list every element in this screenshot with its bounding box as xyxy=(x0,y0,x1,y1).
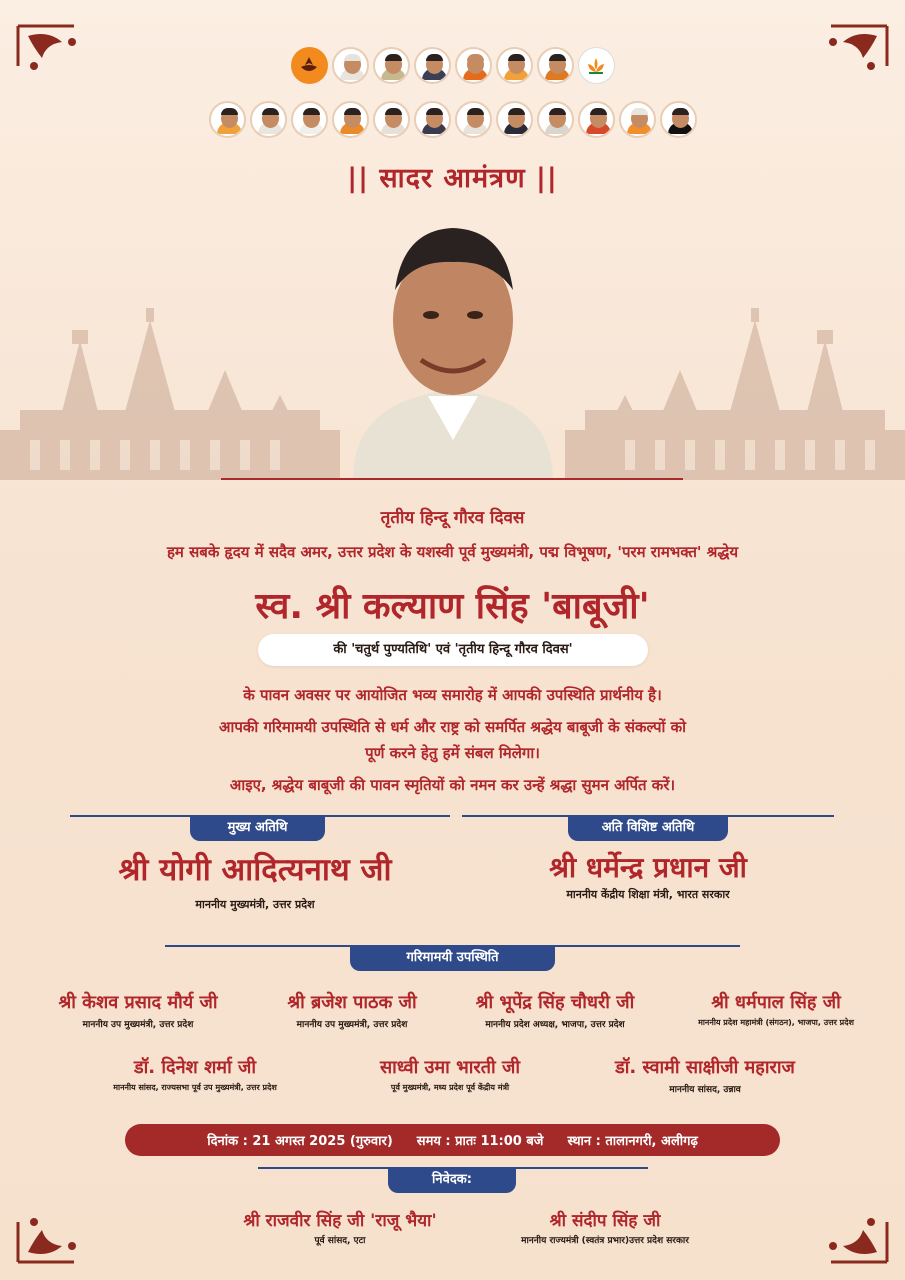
presence-guest-name: डॉ. दिनेश शर्मा जी xyxy=(133,1057,257,1078)
leader-photo xyxy=(660,101,697,138)
hosts-tag: निवेदक: xyxy=(388,1167,516,1193)
leader-photo xyxy=(578,101,615,138)
presence-guest xyxy=(254,990,450,1030)
event-intro: हम सबके हृदय में सदैव अमर, उत्तर प्रदेश के यशस्वी पूर्व मुख्यमंत्री, पद्म विभूषण, 'परम रामभक्त' श्रद्धेय xyxy=(166,543,739,561)
invitation-line: के पावन अवसर पर आयोजित भव्य समारोह में आपकी उपस्थिति प्रार्थनीय है। xyxy=(243,686,662,704)
event-venue: स्थान : तालानगरी, अलीगढ़ xyxy=(567,1134,698,1149)
presence-guest-role: माननीय सांसद, उन्नाव xyxy=(669,1085,741,1095)
leader-photo xyxy=(414,101,451,138)
temple-illustration-right xyxy=(565,300,905,480)
leader-photo xyxy=(537,101,574,138)
presence-guest-name: श्री केशव प्रसाद मौर्य जी xyxy=(58,992,218,1013)
leader-photo xyxy=(496,101,533,138)
corner-ornament-bottom-right xyxy=(805,1202,891,1266)
leader-photo xyxy=(373,101,410,138)
occasion-pill: की 'चतुर्थ पुण्यतिथि' एवं 'तृतीय हिन्दू गौरव दिवस' xyxy=(258,634,648,666)
presence-guest-name: श्री धर्मपाल सिंह जी xyxy=(711,992,841,1013)
presence-guest-role: माननीय उप मुख्यमंत्री, उत्तर प्रदेश xyxy=(82,1020,194,1030)
leader-photo xyxy=(373,47,410,84)
leader-photo xyxy=(537,47,574,84)
special-guest-tag: अति विशिष्ट अतिथि xyxy=(568,815,728,841)
corner-ornament-bottom-left xyxy=(14,1202,100,1266)
presence-guest-name: श्री ब्रजेश पाठक जी xyxy=(287,992,417,1013)
event-time: समय : प्रातः 11:00 बजे xyxy=(416,1134,544,1149)
presence-guest-role: माननीय उप मुख्यमंत्री, उत्तर प्रदेश xyxy=(296,1020,408,1030)
leaders-row-top xyxy=(0,47,905,84)
presence-tag: गरिमामयी उपस्थिति xyxy=(350,945,555,971)
presence-guest xyxy=(450,990,660,1030)
host xyxy=(470,1208,740,1246)
page-title: || सादर आमंत्रण || xyxy=(347,163,558,194)
leader-photo xyxy=(332,101,369,138)
divider xyxy=(221,478,683,480)
invitation-line: आपकी गरिमामयी उपस्थिति से धर्म और राष्ट्र को समर्पित श्रद्धेय बाबूजी के संकल्पों को xyxy=(218,718,687,736)
host-role: माननीय राज्यमंत्री (स्वतंत्र प्रभार)उत्तर प्रदेश सरकार xyxy=(521,1236,689,1246)
event-info-bar xyxy=(125,1124,780,1156)
leader-photo xyxy=(291,101,328,138)
leader-photo xyxy=(332,47,369,84)
leader-photo xyxy=(209,101,246,138)
invitation-line: पूर्ण करने हेतु हमें संबल मिलेगा। xyxy=(365,744,540,762)
presence-guest-role: पूर्व मुख्यमंत्री, मध्य प्रदेश पूर्व केंद्रीय मंत्री xyxy=(390,1083,510,1092)
chief-guest-name: श्री योगी आदित्यनाथ जी xyxy=(118,852,392,888)
leader-photo xyxy=(496,47,533,84)
special-guest-role: माननीय केंद्रीय शिक्षा मंत्री, भारत सरकार xyxy=(566,888,730,901)
host-role: पूर्व सांसद, एटा xyxy=(314,1236,366,1246)
chief-guest-tag: मुख्य अतिथि xyxy=(190,815,325,841)
presence-guest-name: साध्वी उमा भारती जी xyxy=(380,1057,520,1078)
event-date: दिनांक : 21 अगस्त 2025 (गुरुवार) xyxy=(207,1134,393,1149)
host xyxy=(190,1208,490,1246)
temple-illustration-left xyxy=(0,300,340,480)
portrait-photo xyxy=(333,210,573,480)
leader-photo xyxy=(455,101,492,138)
lotus-seal-icon xyxy=(291,47,328,84)
presence-guest-role: माननीय प्रदेश महामंत्री (संगठन), भाजपा, उत्तर प्रदेश xyxy=(698,1018,854,1027)
presence-guest-role: माननीय प्रदेश अध्यक्ष, भाजपा, उत्तर प्रदेश xyxy=(485,1020,625,1030)
presence-guest-name: डॉ. स्वामी साक्षीजी महाराज xyxy=(615,1057,795,1078)
host-name: श्री राजवीर सिंह जी 'राजू भैया' xyxy=(243,1211,437,1231)
presence-guest xyxy=(22,990,254,1030)
bjp-lotus-icon xyxy=(578,47,615,84)
chief-guest-role: माननीय मुख्यमंत्री, उत्तर प्रदेश xyxy=(195,898,315,911)
leaders-row-second xyxy=(0,101,905,138)
presence-guest xyxy=(580,1055,830,1095)
presence-guest xyxy=(75,1055,315,1093)
leader-photo xyxy=(250,101,287,138)
presence-guest-role: माननीय सांसद, राज्यसभा पूर्व उप मुख्यमंत्री, उत्तर प्रदेश xyxy=(113,1083,277,1092)
invitation-line: आइए, श्रद्धेय बाबूजी की पावन स्मृतियों को नमन कर उन्हें श्रद्धा सुमन अर्पित करें। xyxy=(229,776,676,794)
presence-guest-name: श्री भूपेंद्र सिंह चौधरी जी xyxy=(475,992,635,1013)
presence-guest xyxy=(335,1055,565,1093)
event-title: तृतीय हिन्दू गौरव दिवस xyxy=(380,508,525,528)
leader-photo xyxy=(455,47,492,84)
presence-guest xyxy=(660,990,892,1028)
special-guest-name: श्री धर्मेन्द्र प्रधान जी xyxy=(549,851,747,884)
leader-photo xyxy=(414,47,451,84)
leader-photo xyxy=(619,101,656,138)
honoree-name: स्व. श्री कल्याण सिंह 'बाबूजी' xyxy=(255,586,650,627)
host-name: श्री संदीप सिंह जी xyxy=(549,1211,661,1231)
